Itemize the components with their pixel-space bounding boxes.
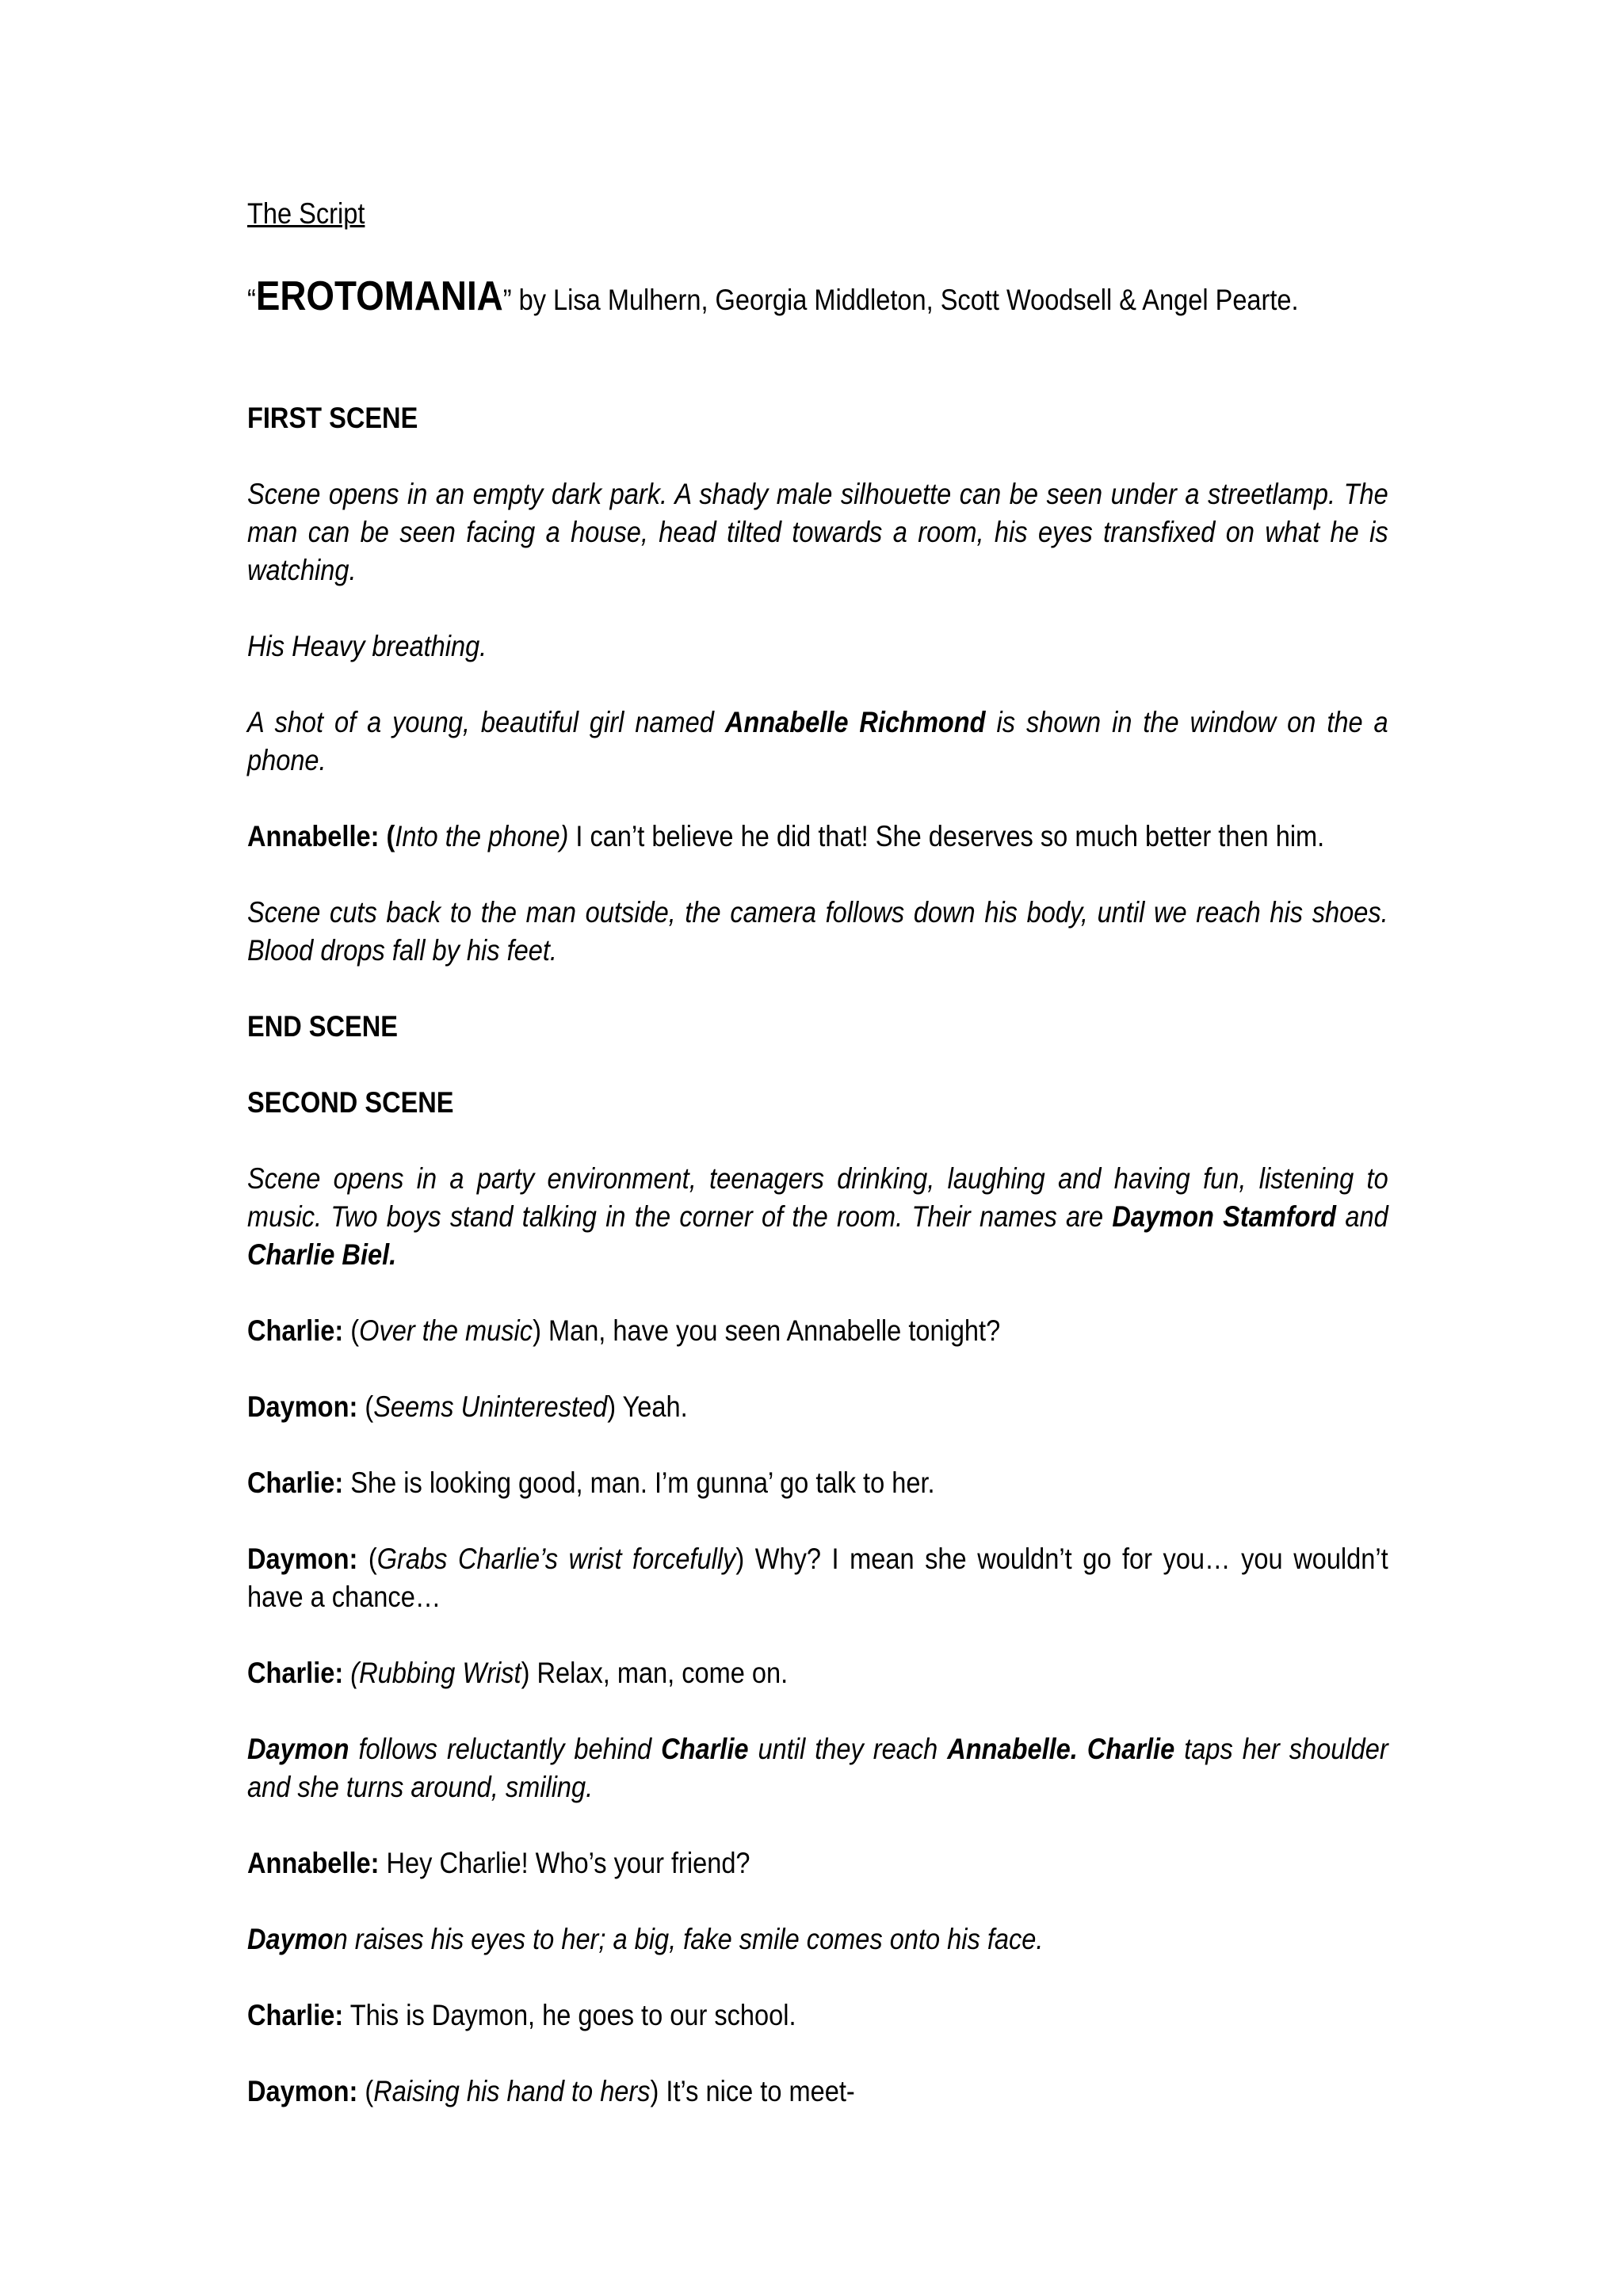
dialogue-line: Annabelle: (Into the phone) I can’t believe he did that! She deserves so much better then him.	[247, 820, 1325, 852]
stage-direction: Scene cuts back to the man outside, the camera follows down his body, until we reach his shoes. Blood drops fall by his feet.	[247, 896, 1388, 967]
speaker: Daymon:	[247, 2075, 358, 2107]
parenthetical: Seems Uninterested	[373, 1390, 608, 1423]
speaker: Charlie:	[247, 1466, 344, 1499]
stage-direction: A shot of a young, beautiful girl named Annabelle Richmond is shown in the window on the a phone.	[247, 706, 1388, 776]
parenthetical: (Rubbing Wrist	[343, 1657, 521, 1689]
speaker: Daymon:	[247, 1390, 358, 1423]
character-name: Annabelle Richmond	[724, 706, 986, 738]
doc-header-label: The Script	[247, 197, 365, 230]
speaker: Daymon:	[247, 1543, 358, 1575]
dialogue-line: Daymon: (Raising his hand to hers) It’s nice to meet-	[247, 2075, 855, 2107]
parenthetical: Grabs Charlie’s wrist forcefully	[376, 1543, 736, 1575]
dialogue-line: Charlie: She is looking good, man. I’m gunna’ go talk to her.	[247, 1466, 935, 1499]
speaker: Annabelle: (	[247, 820, 395, 852]
dialogue-line: Daymon: (Grabs Charlie’s wrist forcefully) Why? I mean she wouldn’t go for you… you wouldn’t have a chance…	[247, 1543, 1388, 1613]
stage-direction: Daymon raises his eyes to her; a big, fake smile comes onto his face.	[247, 1923, 1044, 1955]
speaker: Charlie:	[247, 1314, 344, 1347]
stage-direction: Scene opens in an empty dark park. A shady male silhouette can be seen under a streetlamp. The man can be seen facing a house, head tilted towards a room, his eyes transfixed on what he is watching.	[247, 478, 1388, 586]
stage-direction: His Heavy breathing.	[247, 630, 487, 662]
character-name: Charlie	[661, 1733, 749, 1765]
stage-direction: Scene opens in a party environment, teenagers drinking, laughing and having fun, listening to music. Two boys stand talking in the corner of the room. Their names are Daymon Stamford and Charlie Biel.	[247, 1162, 1388, 1271]
dialogue-line: Charlie: (Over the music) Man, have you seen Annabelle tonight?	[247, 1314, 1001, 1347]
parenthetical: Over the music	[359, 1314, 533, 1347]
scene-heading: FIRST SCENE	[247, 402, 418, 434]
doc-header	[247, 195, 1388, 233]
character-name: Annabelle. Charlie	[947, 1733, 1175, 1765]
parenthetical: Into the phone)	[395, 820, 569, 852]
dialogue-line: Charlie: (Rubbing Wrist) Relax, man, come on.	[247, 1657, 789, 1689]
doc-title: “EROTOMANIA” by Lisa Mulhern, Georgia Middleton, Scott Woodsell & Angel Pearte.	[247, 273, 1299, 319]
dialogue-line: Annabelle: Hey Charlie! Who’s your friend?	[247, 1847, 750, 1879]
scene-heading: SECOND SCENE	[247, 1086, 454, 1119]
authors: by Lisa Mulhern, Georgia Middleton, Scott Woodsell & Angel Pearte.	[511, 284, 1299, 316]
dialogue-line: Daymon: (Seems Uninterested) Yeah.	[247, 1390, 688, 1423]
speaker: Annabelle:	[247, 1847, 380, 1879]
speaker: Charlie:	[247, 1999, 344, 2031]
parenthetical: Raising his hand to hers	[373, 2075, 651, 2107]
character-name: Charlie Biel.	[247, 1238, 397, 1271]
script-title: EROTOMANIA	[255, 273, 503, 319]
stage-direction: Daymon follows reluctantly behind Charlie until they reach Annabelle. Charlie taps her shoulder and she turns around, smiling.	[247, 1733, 1388, 1803]
speaker: Charlie:	[247, 1657, 344, 1689]
character-name: Daymo	[247, 1923, 334, 1955]
scene-end: END SCENE	[247, 1010, 398, 1043]
character-name: Daymon	[247, 1733, 349, 1765]
character-name: Daymon Stamford	[1112, 1200, 1337, 1233]
dialogue-line: Charlie: This is Daymon, he goes to our school.	[247, 1999, 796, 2031]
